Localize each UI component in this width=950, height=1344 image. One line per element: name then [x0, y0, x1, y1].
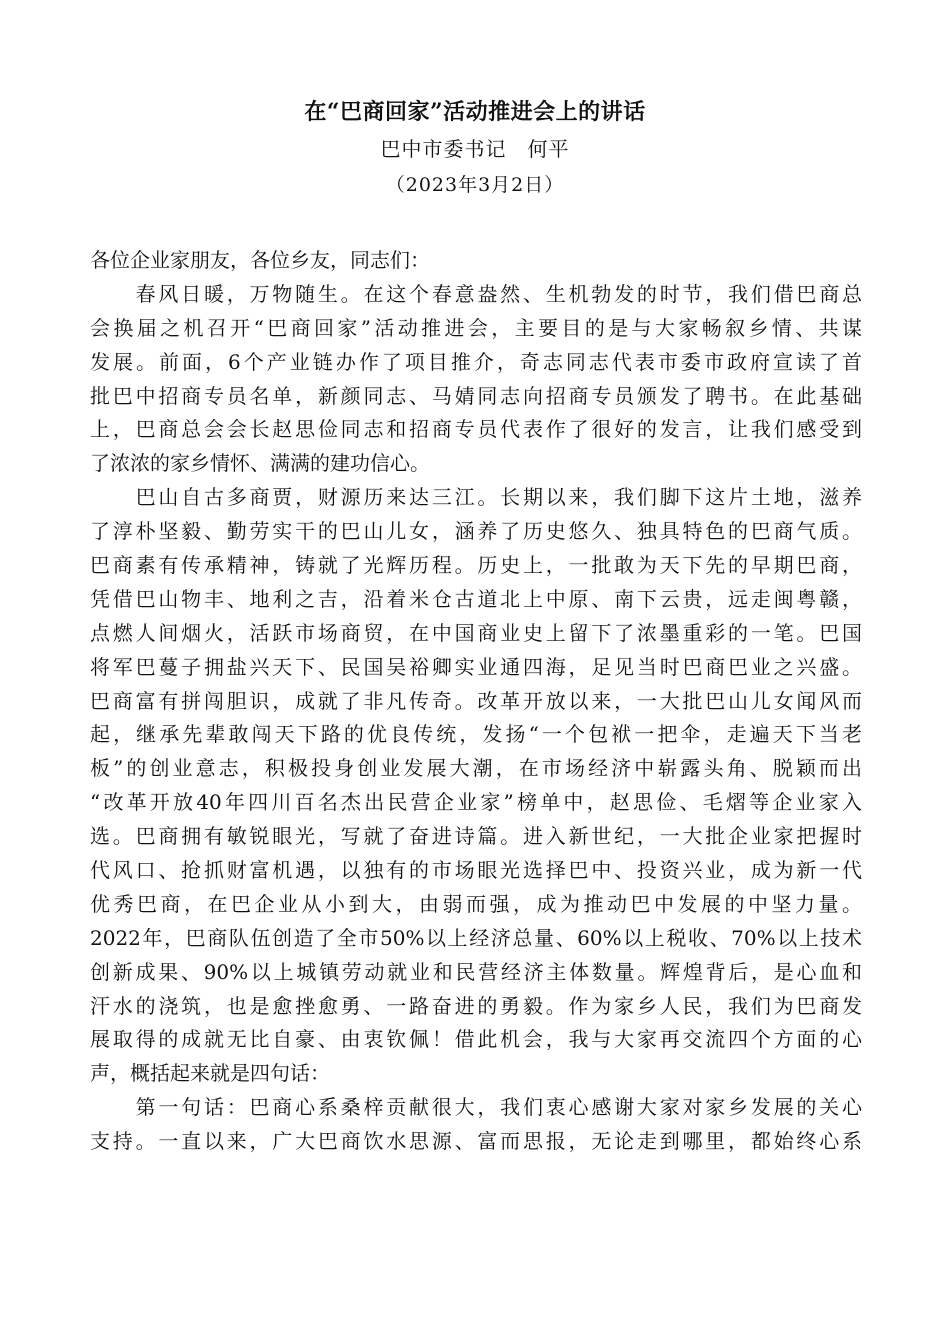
body-line: 板”的创业意志，积极投身创业发展大潮，在市场经济中崭露头角、脱颖而出 — [90, 756, 862, 781]
body-line: 创新成果、90%以上城镇劳动就业和民营经济主体数量。辉煌背后，是心血和 — [90, 959, 862, 984]
document-title: 在“巴商回家”活动推进会上的讲话 — [304, 99, 646, 125]
body-line: 了浓浓的家乡情怀、满满的建功信心。 — [90, 451, 430, 476]
body-line: 优秀巴商，在巴企业从小到大，由弱而强，成为推动巴中发展的中坚力量。 — [90, 891, 862, 916]
body-line: 声，概括起来就是四句话： — [90, 1061, 330, 1086]
body-line: 巴商富有拼闯胆识，成就了非凡传奇。改革开放以来，一大批巴山儿女闻风而 — [90, 688, 862, 713]
body-line: 会换届之机召开“巴商回家”活动推进会，主要目的是与大家畅叙乡情、共谋 — [90, 315, 862, 340]
body-line: 发展。前面，6个产业链办作了项目推介，奇志同志代表市委市政府宣读了首 — [90, 349, 862, 374]
body-line: 春风日暖，万物随生。在这个春意盎然、生机勃发的时节，我们借巴商总 — [90, 281, 862, 306]
body-line: 展取得的成就无比自豪、由衷钦佩！借此机会，我与大家再交流四个方面的心 — [90, 1027, 862, 1052]
document-body — [90, 244, 862, 1159]
body-line: 批巴中招商专员名单，新颜同志、马婧同志向招商专员颁发了聘书。在此基础 — [90, 383, 862, 408]
body-line: 巴商素有传承精神，铸就了光辉历程。历史上，一批敢为天下先的早期巴商， — [90, 553, 862, 578]
body-line: 点燃人间烟火，活跃市场商贸，在中国商业史上留下了浓墨重彩的一笔。巴国 — [90, 620, 862, 645]
body-line: 汗水的浇筑，也是愈挫愈勇、一路奋进的勇毅。作为家乡人民，我们为巴商发 — [90, 993, 862, 1018]
body-line: 上，巴商总会会长赵思俭同志和招商专员代表作了很好的发言，让我们感受到 — [90, 417, 862, 442]
body-line: 将军巴蔓子拥盐兴天下、民国吴裕卿实业通四海，足见当时巴商巴业之兴盛。 — [90, 654, 862, 679]
body-line: 凭借巴山物丰、地利之吉，沿着米仓古道北上中原、南下云贵，远走闽粤赣， — [90, 586, 862, 611]
document-date: （2023年3月2日） — [385, 174, 565, 196]
body-line: 第一句话：巴商心系桑梓贡献很大，我们衷心感谢大家对家乡发展的关心 — [90, 1095, 862, 1120]
body-line: 起，继承先辈敢闯天下路的优良传统，发扬“一个包袱一把伞，走遍天下当老 — [90, 722, 862, 747]
body-line: 代风口、抢抓财富机遇，以独有的市场眼光选择巴中、投资兴业，成为新一代 — [90, 858, 862, 883]
body-line: 2022年，巴商队伍创造了全市50%以上经济总量、60%以上税收、70%以上技术 — [90, 925, 862, 950]
body-line: 各位企业家朋友，各位乡友，同志们： — [90, 248, 430, 272]
body-line: 选。巴商拥有敏锐眼光，写就了奋进诗篇。进入新世纪，一大批企业家把握时 — [90, 824, 862, 849]
body-line: 巴山自古多商贾，财源历来达三江。长期以来，我们脚下这片土地，滋养 — [90, 485, 862, 510]
body-line: 支持。一直以来，广大巴商饮水思源、富而思报，无论走到哪里，都始终心系 — [90, 1129, 862, 1154]
document-author: 巴中市委书记 何平 — [380, 137, 570, 161]
body-line: “改革开放40年四川百名杰出民营企业家”榜单中，赵思俭、毛熠等企业家入 — [90, 790, 862, 815]
body-line: 了淳朴坚毅、勤劳实干的巴山儿女，涵养了历史悠久、独具特色的巴商气质。 — [90, 519, 862, 544]
